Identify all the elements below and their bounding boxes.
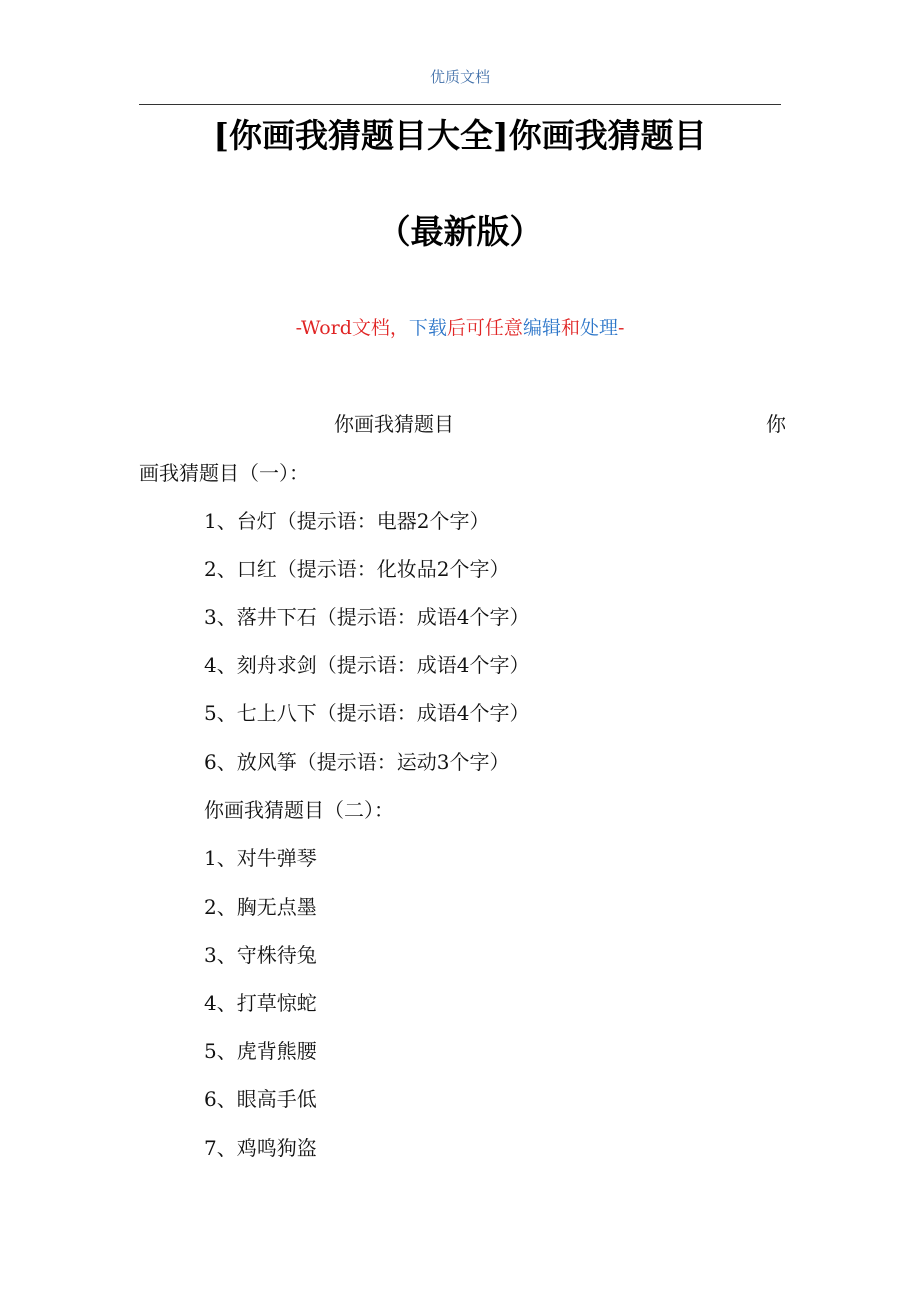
- list-item: 3、守株待兔: [204, 943, 317, 967]
- list-item: 7、鸡鸣狗盗: [204, 1136, 317, 1160]
- document-title-edition: （最新版）: [377, 212, 543, 251]
- body-heading-center: 你画我猜题目: [334, 412, 454, 436]
- list-item: 4、打草惊蛇: [204, 991, 317, 1015]
- list-item: 1、对牛弹琴: [204, 846, 317, 870]
- header-rule: [139, 104, 781, 105]
- subtitle-part: 编辑: [522, 317, 561, 339]
- subtitle-part: 和: [560, 317, 580, 339]
- list-item: 6、眼高手低: [204, 1087, 317, 1111]
- document-subtitle: [0, 315, 920, 341]
- list-item: 2、口红（提示语：化妆品2个字）: [204, 557, 510, 581]
- section-heading: 你画我猜题目（二）：: [204, 798, 394, 822]
- subtitle-part: 下载: [408, 317, 447, 339]
- subtitle-part: 处理: [579, 317, 618, 339]
- list-item: 6、放风筝（提示语：运动3个字）: [204, 750, 510, 774]
- list-item: 2、胸无点墨: [204, 895, 317, 919]
- list-item: 5、七上八下（提示语：成语4个字）: [204, 701, 530, 725]
- list-item: 5、虎背熊腰: [204, 1039, 317, 1063]
- subtitle-part: 后可任意: [446, 317, 523, 339]
- subtitle-part: -Word文档，: [295, 317, 409, 339]
- list-item: 4、刻舟求剑（提示语：成语4个字）: [204, 653, 530, 677]
- list-item: 1、台灯（提示语：电器2个字）: [204, 509, 490, 533]
- body-heading-right: 你: [766, 412, 786, 436]
- document-title: [你画我猜题目大全]你画我猜题目: [213, 116, 707, 155]
- page-header-text: 优质文档: [429, 68, 490, 86]
- subtitle-part: -: [617, 317, 625, 339]
- body-heading-continued: 画我猜题目（一）：: [139, 461, 309, 485]
- list-item: 3、落井下石（提示语：成语4个字）: [204, 605, 530, 629]
